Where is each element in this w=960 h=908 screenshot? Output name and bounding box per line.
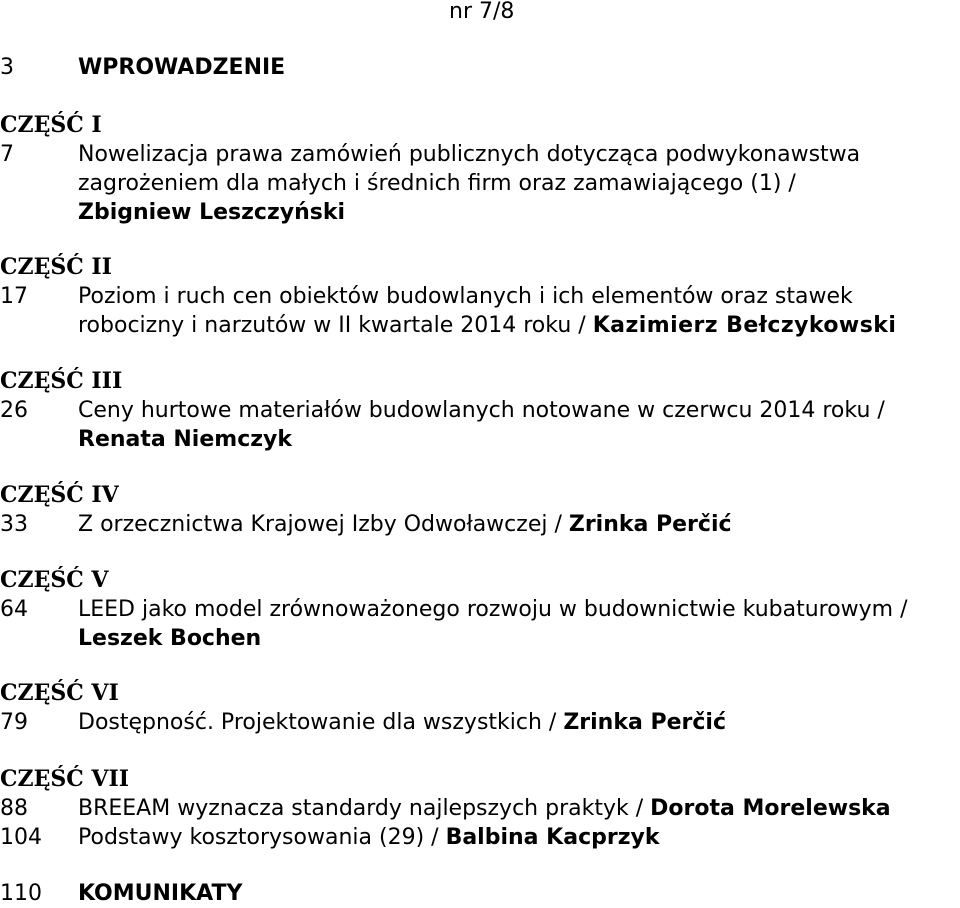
page-number: 33 <box>0 512 28 537</box>
page-number: 88 <box>0 796 28 821</box>
section-title: KOMUNIKATY <box>78 881 243 906</box>
part-heading-3: CZĘŚĆ III <box>0 368 123 394</box>
entry-author: Renata Niemczyk <box>78 427 293 452</box>
entry-title-line: Poziom i ruch cen obiektów budowlanych i ich elementów oraz stawek <box>78 284 853 309</box>
page-number: 79 <box>0 710 28 735</box>
entry-title-line: BREEAM wyznacza standardy najlepszych praktyk / <box>78 796 644 821</box>
entry-author: Kazimierz Bełczykowski <box>592 313 897 338</box>
entry-title-line: Dostępność. Projektowanie dla wszystkich / <box>78 710 557 735</box>
page-number: 104 <box>0 825 42 850</box>
section-title: WPROWADZENIE <box>78 55 286 80</box>
entry-title-line: Ceny hurtowe materiałów budowlanych notowane w czerwcu 2014 roku / <box>78 398 885 423</box>
part-heading-6: CZĘŚĆ VI <box>0 680 119 706</box>
entry-author: Dorota Morelewska <box>650 796 891 821</box>
page-number: 26 <box>0 398 28 423</box>
part-heading-4: CZĘŚĆ IV <box>0 482 119 508</box>
entry-title-line: robocizny i narzutów w II kwartale 2014 roku / <box>78 313 586 338</box>
entry-title-line: Z orzecznictwa Krajowej Izby Odwoławczej / <box>78 512 562 537</box>
page-number: 7 <box>0 142 14 167</box>
entry-author: Leszek Bochen <box>78 626 262 651</box>
entry-title-line: LEED jako model zrównoważonego rozwoju w budownictwie kubaturowym / <box>78 597 908 622</box>
entry-author: Zrinka Perčić <box>563 710 726 735</box>
page-number: 17 <box>0 284 28 309</box>
entry-author: Balbina Kacprzyk <box>445 825 660 850</box>
entry-author: Zbigniew Leszczyński <box>78 200 346 225</box>
entry-title-line: Nowelizacja prawa zamówień publicznych dotycząca podwykonawstwa <box>78 142 861 167</box>
page-number: 3 <box>0 55 14 80</box>
entry-author: Zrinka Perčić <box>568 512 732 537</box>
page-number: 110 <box>0 881 42 906</box>
entry-title-line: Podstawy kosztorysowania (29) / <box>78 825 439 850</box>
part-heading-1: CZĘŚĆ I <box>0 112 102 138</box>
part-heading-5: CZĘŚĆ V <box>0 567 109 593</box>
part-heading-7: CZĘŚĆ VII <box>0 766 130 792</box>
entry-title-line: zagrożeniem dla małych i średnich firm oraz zamawiającego (1) / <box>78 171 796 196</box>
part-heading-2: CZĘŚĆ II <box>0 254 112 280</box>
issue-number: nr 7/8 <box>449 0 515 24</box>
page-number: 64 <box>0 597 28 622</box>
